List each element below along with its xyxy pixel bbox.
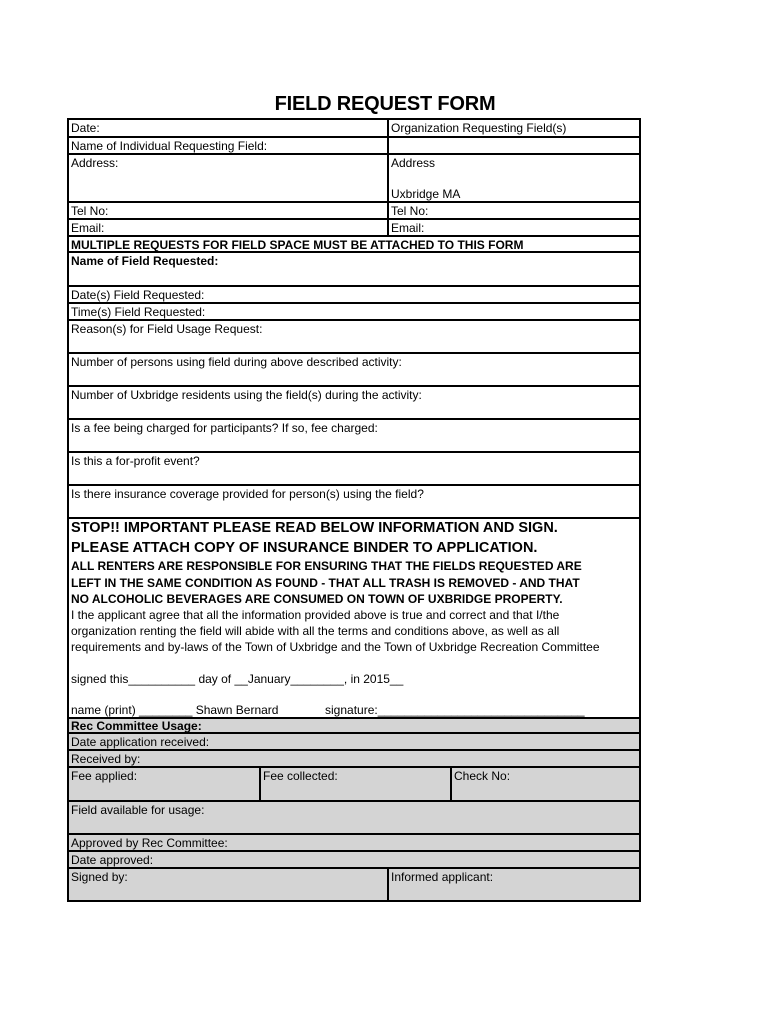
row-received-by [69, 751, 639, 768]
times-label: Time(s) Field Requested: [71, 305, 206, 319]
agree-line1: I the applicant agree that all the information provided above is true and correct and that I/the [71, 608, 560, 622]
row-rec-header [69, 717, 639, 734]
multiple-requests-notice: MULTIPLE REQUESTS FOR FIELD SPACE MUST BE ATTACHED TO THIS FORM [71, 238, 524, 252]
row-field-name [69, 253, 639, 287]
row-name [69, 138, 639, 155]
agree-line2: organization renting the field will abide with all the terms and conditions above, as well as all [71, 624, 560, 638]
signature-line: signature:_______________________________ [325, 703, 585, 717]
row-for-profit [69, 453, 639, 486]
field-request-form [67, 118, 641, 902]
row-approved-by [69, 835, 639, 852]
row-multiple-requests [69, 237, 639, 253]
renters-line2: LEFT IN THE SAME CONDITION AS FOUND - THAT ALL TRASH IS REMOVED - AND THAT [71, 575, 580, 590]
row-insurance [69, 486, 639, 519]
row-tel [69, 203, 639, 220]
row-field-available [69, 802, 639, 835]
reasons-label: Reason(s) for Field Usage Request: [71, 322, 263, 336]
num-persons-label: Number of persons using field during above described activity: [71, 355, 402, 369]
date-received-label: Date application received: [71, 735, 210, 749]
stop-notice-line2: PLEASE ATTACH COPY OF INSURANCE BINDER TO APPLICATION. [71, 540, 538, 556]
row-times [69, 304, 639, 321]
renters-line3: NO ALCOHOLIC BEVERAGES ARE CONSUMED ON TOWN OF UXBRIDGE PROPERTY. [71, 592, 563, 606]
fee-applied-label: Fee applied: [71, 769, 138, 783]
field-name-label: Name of Field Requested: [71, 254, 219, 268]
address-left-label: Address: [71, 156, 119, 170]
signed-by-label: Signed by: [71, 870, 128, 884]
insurance-label: Is there insurance coverage provided for person(s) using the field? [71, 487, 424, 501]
row-date-received [69, 734, 639, 751]
email-right-label: Email: [391, 221, 425, 235]
address-city: Uxbridge MA [391, 187, 461, 201]
row-date-approved [69, 852, 639, 869]
row-dates [69, 287, 639, 304]
name-print: name (print) ________ Shawn Bernard [71, 703, 279, 717]
signed-line: signed this__________ day of __January________, in 2015__ [71, 672, 404, 686]
row-email [69, 220, 639, 237]
rec-header-label: Rec Committee Usage: [71, 719, 202, 733]
row-signed-by [69, 869, 639, 900]
row-date [69, 120, 639, 138]
fee-label: Is a fee being charged for participants? If so, fee charged: [71, 421, 378, 435]
received-by-label: Received by: [71, 752, 141, 766]
individual-name-label: Name of Individual Requesting Field: [71, 139, 268, 153]
stop-notice-line1: STOP!! IMPORTANT PLEASE READ BELOW INFORMATION AND SIGN. [71, 520, 558, 536]
renters-line1: ALL RENTERS ARE RESPONSIBLE FOR ENSURING THAT THE FIELDS REQUESTED ARE [71, 559, 582, 573]
tel-right-label: Tel No: [391, 204, 429, 218]
approved-by-label: Approved by Rec Committee: [71, 836, 228, 850]
row-num-residents [69, 387, 639, 420]
dates-label: Date(s) Field Requested: [71, 288, 205, 302]
fee-collected-label: Fee collected: [263, 769, 338, 783]
date-label: Date: [71, 121, 100, 135]
for-profit-label: Is this a for-profit event? [71, 454, 200, 468]
num-residents-label: Number of Uxbridge residents using the field(s) during the activity: [71, 388, 422, 402]
field-available-label: Field available for usage: [71, 803, 205, 817]
form-title: FIELD REQUEST FORM [274, 93, 496, 115]
org-label: Organization Requesting Field(s) [391, 121, 567, 135]
address-right-label: Address [391, 156, 436, 170]
row-reasons [69, 321, 639, 354]
row-address [69, 155, 639, 203]
date-approved-label: Date approved: [71, 853, 154, 867]
notice-block [69, 519, 639, 717]
check-no-label: Check No: [454, 769, 511, 783]
row-num-persons [69, 354, 639, 387]
row-fee [69, 420, 639, 453]
tel-left-label: Tel No: [71, 204, 109, 218]
informed-applicant-label: Informed applicant: [391, 870, 494, 884]
email-left-label: Email: [71, 221, 105, 235]
row-fee-applied [69, 768, 639, 802]
agree-line3: requirements and by-laws of the Town of Uxbridge and the Town of Uxbridge Recreation Committee [71, 640, 600, 654]
